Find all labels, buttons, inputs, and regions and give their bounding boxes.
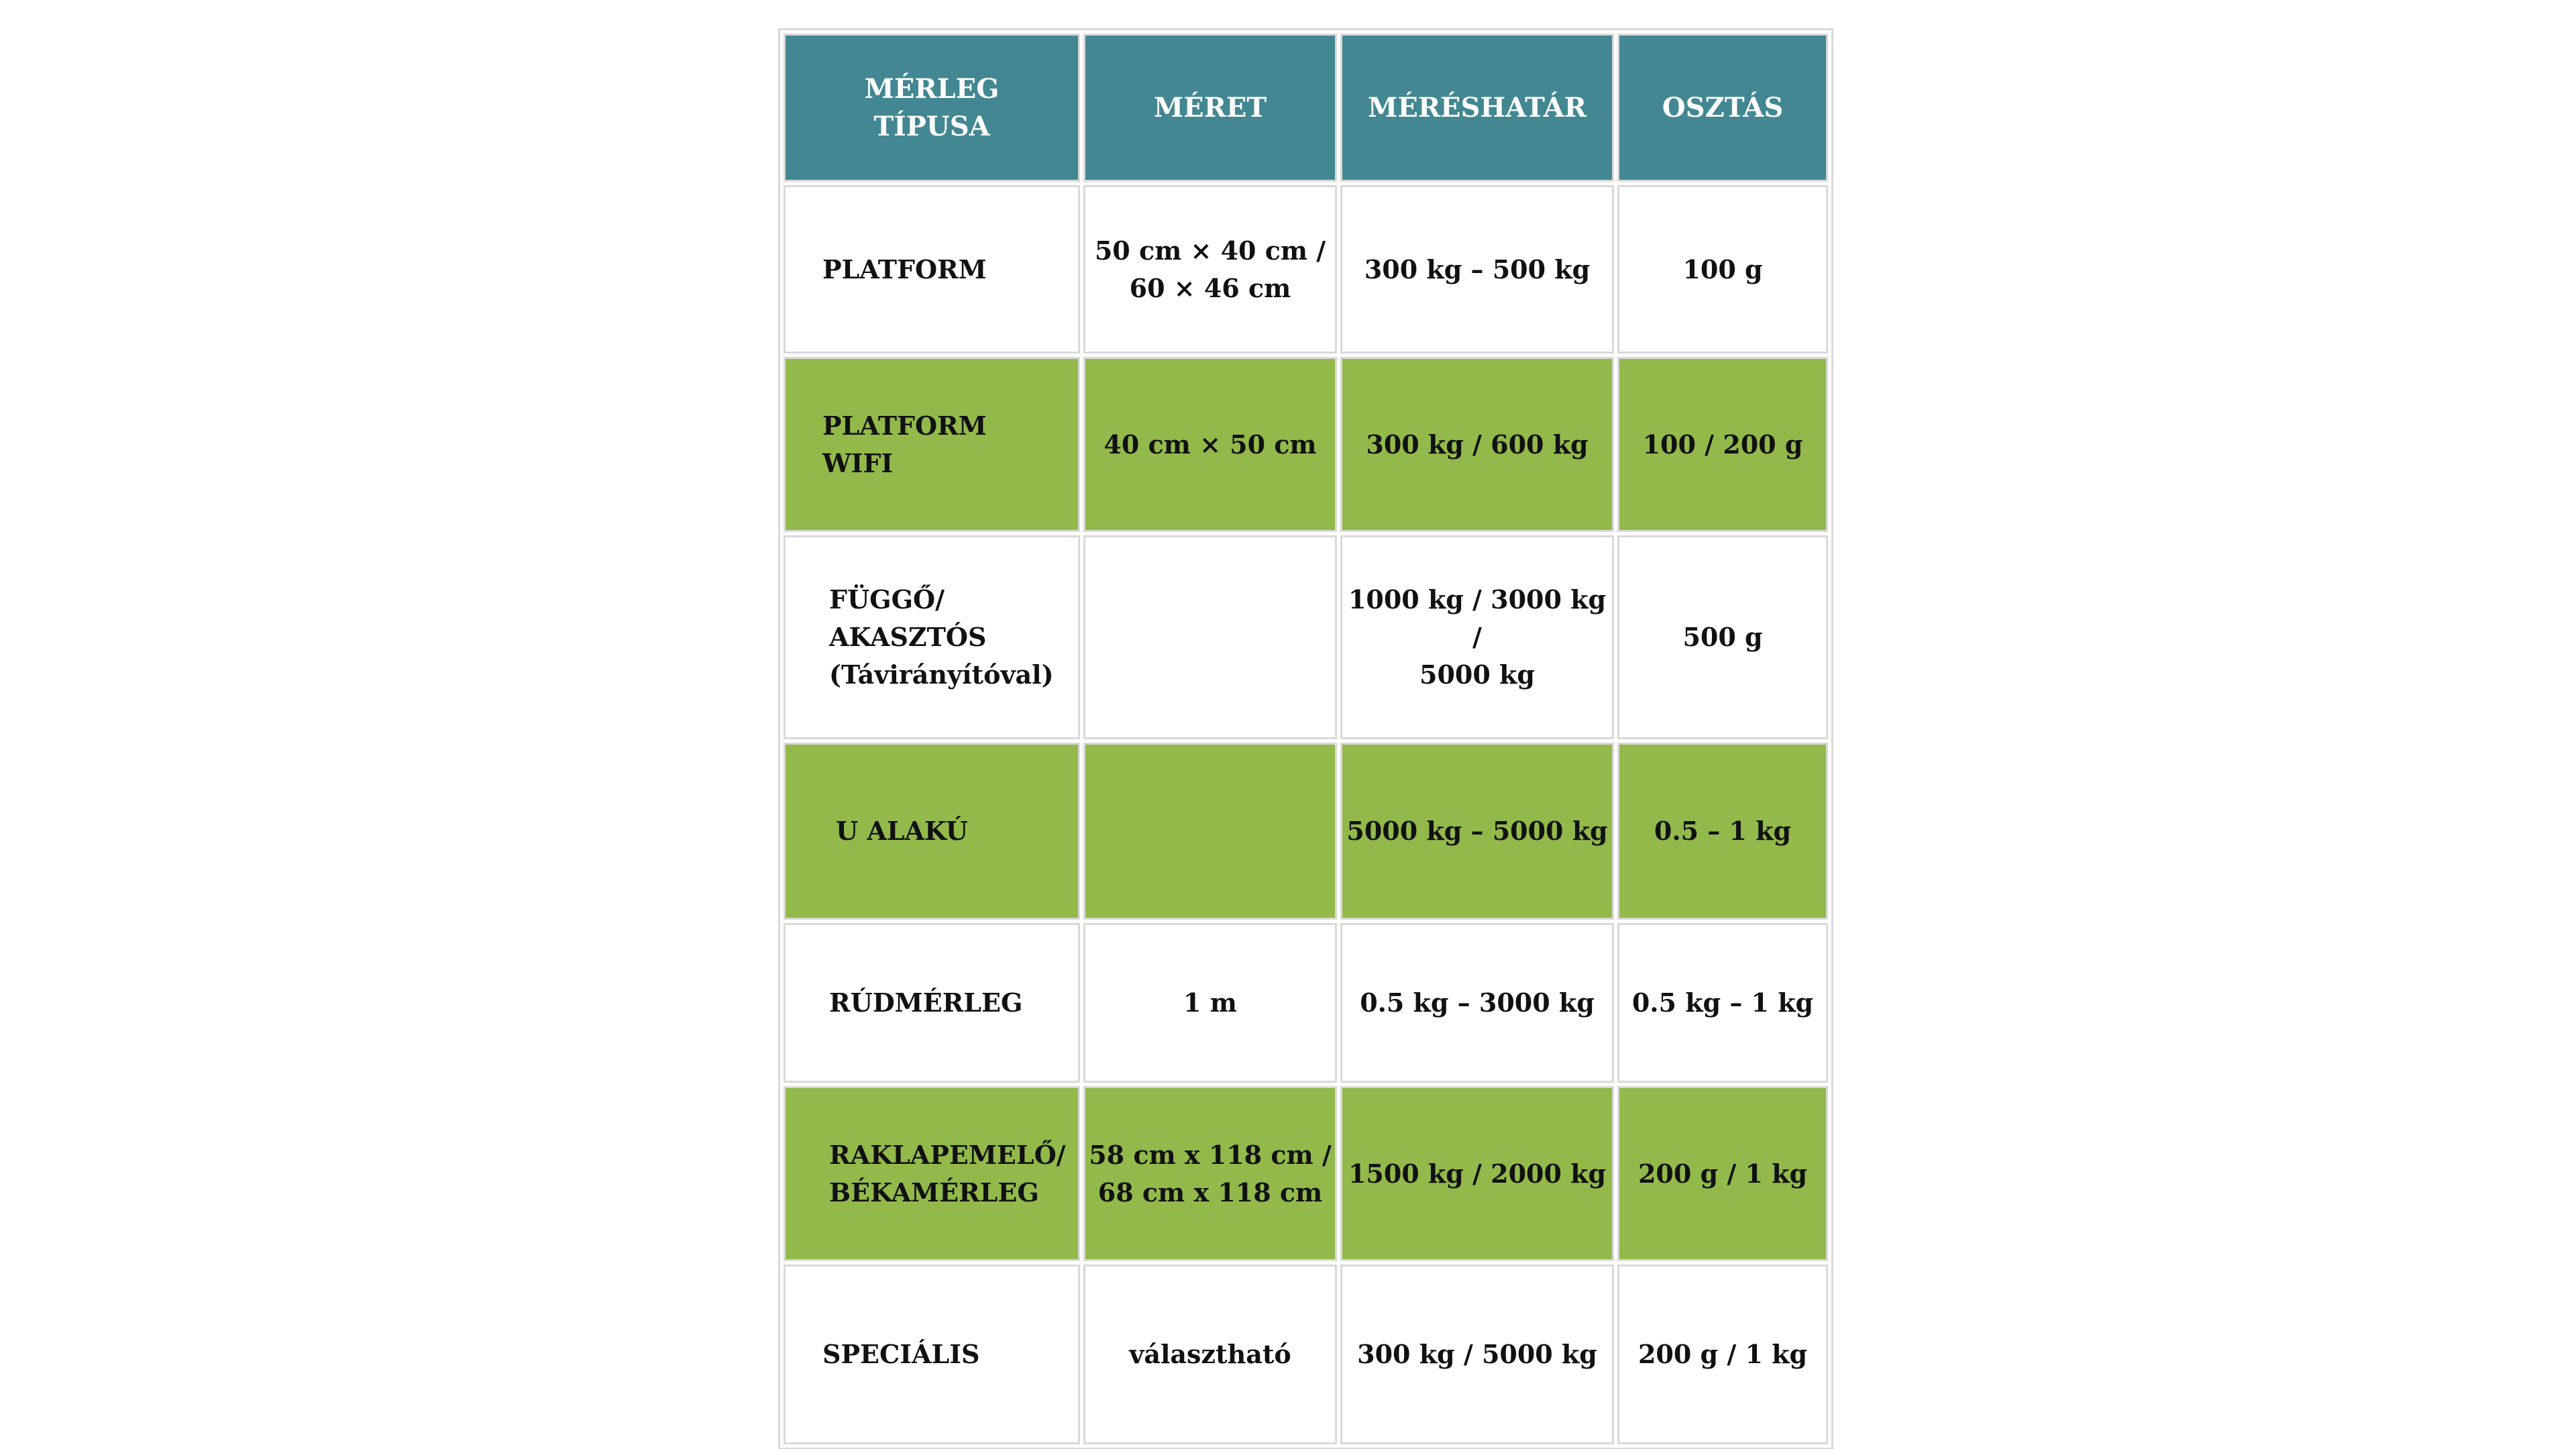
range-text: 5000 kg <box>1419 659 1535 690</box>
range-text: 1000 kg / 3000 kg / <box>1348 584 1607 652</box>
cell-range <box>1340 185 1614 354</box>
cell-range <box>1340 1265 1614 1444</box>
cell-scale-type <box>784 535 1080 739</box>
cell-division: 100 / 200 g <box>1617 357 1828 532</box>
cell-scale-type <box>784 743 1080 920</box>
type-text: BÉKAMÉRLEG <box>829 1177 1039 1208</box>
cell-size <box>1083 535 1337 739</box>
table-row <box>784 923 1828 1083</box>
type-text: FÜGGŐ/ <box>829 584 945 614</box>
range-text: 300 kg / 5000 kg <box>1357 1339 1597 1369</box>
table-row <box>784 1265 1828 1444</box>
cell-scale-type <box>784 1265 1080 1444</box>
type-text: WIFI <box>822 447 894 478</box>
table-row <box>784 357 1828 532</box>
type-text: PLATFORM <box>822 410 987 441</box>
range-text: 300 kg / 600 kg <box>1366 429 1589 460</box>
type-text: PLATFORM <box>822 254 987 284</box>
cell-scale-type <box>784 1086 1080 1261</box>
type-text: SPECIÁLIS <box>822 1339 980 1369</box>
table-row <box>784 743 1828 920</box>
cell-division: 200 g / 1 kg <box>1617 1265 1828 1444</box>
cell-size <box>1083 185 1337 354</box>
size-text: 60 × 46 cm <box>1129 272 1291 303</box>
cell-range <box>1340 743 1614 920</box>
cell-division: 100 g <box>1617 185 1828 354</box>
range-text: 5000 kg – 5000 kg <box>1346 816 1608 846</box>
header-size: MÉRET <box>1083 34 1337 182</box>
cell-scale-type <box>784 185 1080 354</box>
size-text: 58 cm x 118 cm / <box>1089 1139 1332 1170</box>
range-text: 300 kg – 500 kg <box>1364 254 1591 284</box>
table-row <box>784 185 1828 354</box>
cell-size <box>1083 743 1337 920</box>
size-text: választható <box>1129 1339 1291 1369</box>
cell-size <box>1083 923 1337 1083</box>
type-text: AKASZTÓS <box>829 622 987 652</box>
size-text: 40 cm × 50 cm <box>1104 429 1317 460</box>
cell-range <box>1340 357 1614 532</box>
cell-size <box>1083 1265 1337 1444</box>
cell-range <box>1340 1086 1614 1261</box>
cell-division: 200 g / 1 kg <box>1617 1086 1828 1261</box>
table-row <box>784 535 1828 739</box>
header-division: OSZTÁS <box>1617 34 1828 182</box>
scale-spec-table <box>778 28 1833 1449</box>
cell-scale-type <box>784 923 1080 1083</box>
size-text: 1 m <box>1183 987 1237 1018</box>
type-text: RÚDMÉRLEG <box>829 987 1023 1018</box>
header-type <box>784 34 1080 182</box>
cell-division: 500 g <box>1617 535 1828 739</box>
type-text: (Távirányítóval) <box>829 659 1054 690</box>
type-text: RAKLAPEMELŐ/ <box>829 1139 1066 1170</box>
range-text: 1500 kg / 2000 kg <box>1348 1158 1607 1189</box>
header-type-line1: MÉRLEG <box>864 72 1000 105</box>
cell-size <box>1083 357 1337 532</box>
header-type-line2: TÍPUSA <box>873 110 990 142</box>
cell-division: 0.5 – 1 kg <box>1617 743 1828 920</box>
header-row <box>784 34 1828 182</box>
cell-range <box>1340 923 1614 1083</box>
size-text: 50 cm × 40 cm / <box>1094 235 1326 266</box>
cell-size <box>1083 1086 1337 1261</box>
size-text: 68 cm x 118 cm <box>1097 1177 1323 1208</box>
table-row <box>784 1086 1828 1261</box>
type-text: U ALAKÚ <box>836 816 968 846</box>
header-range: MÉRÉSHATÁR <box>1340 34 1614 182</box>
cell-range <box>1340 535 1614 739</box>
cell-scale-type <box>784 357 1080 532</box>
cell-division: 0.5 kg – 1 kg <box>1617 923 1828 1083</box>
range-text: 0.5 kg – 3000 kg <box>1360 987 1595 1018</box>
